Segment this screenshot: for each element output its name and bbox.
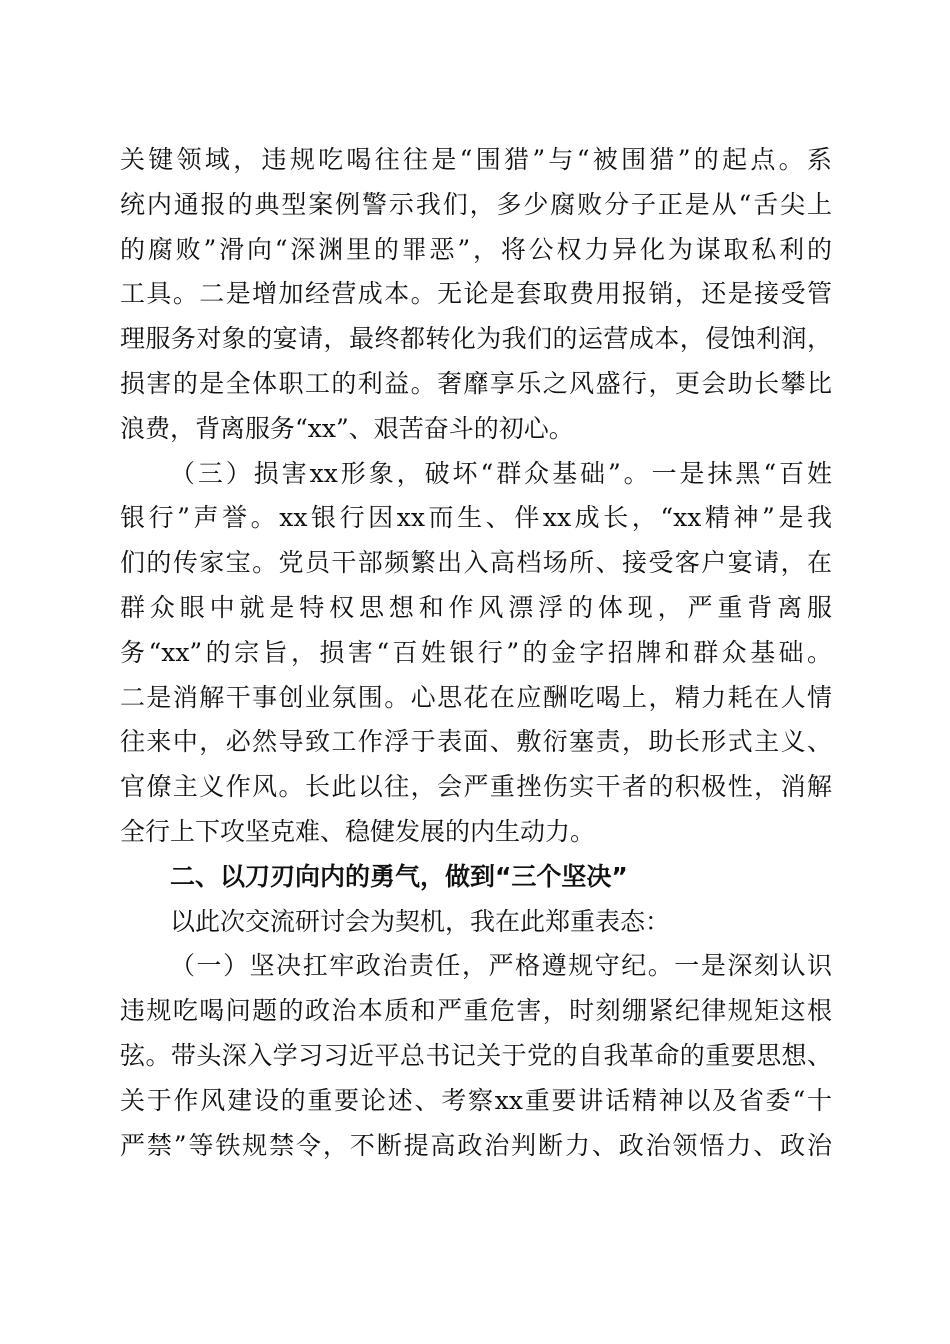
text-line: 往来中，必然导致工作浮于表面、敷衍塞责，助长形式主义、 <box>120 727 832 757</box>
text-line: 银行”声誉。xx银行因xx而生、伴xx成长，“xx精神”是我 <box>120 503 832 533</box>
heading-text: 二、以刀刃向内的勇气，做到“三个坚决” <box>170 861 628 891</box>
text-line: 的腐败”滑向“深渊里的罪恶”，将公权力异化为谋取私利的 <box>120 234 832 264</box>
text-line: 损害的是全体职工的利益。奢靡享乐之风盛行，更会助长攀比 <box>120 368 832 398</box>
text-line <box>120 944 832 989</box>
text-line: 全行上下攻坚克难、稳健发展的内生动力。 <box>120 816 596 846</box>
paragraph-3 <box>120 900 832 945</box>
text-line: 以此次交流研讨会为契机，我在此郑重表态： <box>170 906 671 936</box>
paragraph-2 <box>120 452 832 855</box>
text-line: 务“xx”的宗旨，损害“百姓银行”的金字招牌和群众基础。 <box>120 637 832 667</box>
text-line: 浪费，背离服务“xx”、艰苦奋斗的初心。 <box>120 413 574 443</box>
text-line: 关键领域，违规吃喝往往是“围猎”与“被围猎”的起点。系 <box>120 145 832 174</box>
text-line: 关于作风建设的重要论述、考察xx重要讲话精神以及省委“十 <box>120 1085 832 1115</box>
text-line: 严禁”等铁规禁令，不断提高政治判断力、政治领悟力、政治 <box>120 1130 832 1160</box>
text-fragment: 一是抹黑“百姓 <box>651 458 832 488</box>
text-fragment: 一是深刻认识 <box>674 951 832 981</box>
paragraph-1 <box>120 138 832 452</box>
subheading-lead: （三）损害xx形象，破坏“群众基础”。 <box>170 458 652 488</box>
text-line: 群众眼中就是特权思想和作风漂浮的体现，严重背离服 <box>120 592 832 622</box>
text-line: 二是消解干事创业氛围。心思花在应酬吃喝上，精力耗在人情 <box>120 682 832 712</box>
subheading-lead: （一）坚决扛牢政治责任，严格遵规守纪。 <box>170 951 675 981</box>
section-heading <box>120 855 832 900</box>
text-line: 违规吃喝问题的政治本质和严重危害，时刻绷紧纪律规矩这根 <box>120 996 832 1026</box>
text-line: 们的传家宝。党员干部频繁出入高档场所、接受客户宴请，在 <box>120 548 832 578</box>
paragraph-4 <box>120 944 832 1168</box>
document-body <box>120 138 832 1168</box>
text-line: 工具。二是增加经营成本。无论是套取费用报销，还是接受管 <box>120 279 832 309</box>
text-line: 官僚主义作风。长此以往，会严重挫伤实干者的积极性，消解 <box>120 772 832 802</box>
text-line <box>120 452 832 497</box>
text-line: 理服务对象的宴请，最终都转化为我们的运营成本，侵蚀利润， <box>120 324 832 354</box>
text-line: 弦。带头深入学习习近平总书记关于党的自我革命的重要思想、 <box>120 1040 832 1070</box>
text-line: 统内通报的典型案例警示我们，多少腐败分子正是从“舌尖上 <box>120 189 832 219</box>
